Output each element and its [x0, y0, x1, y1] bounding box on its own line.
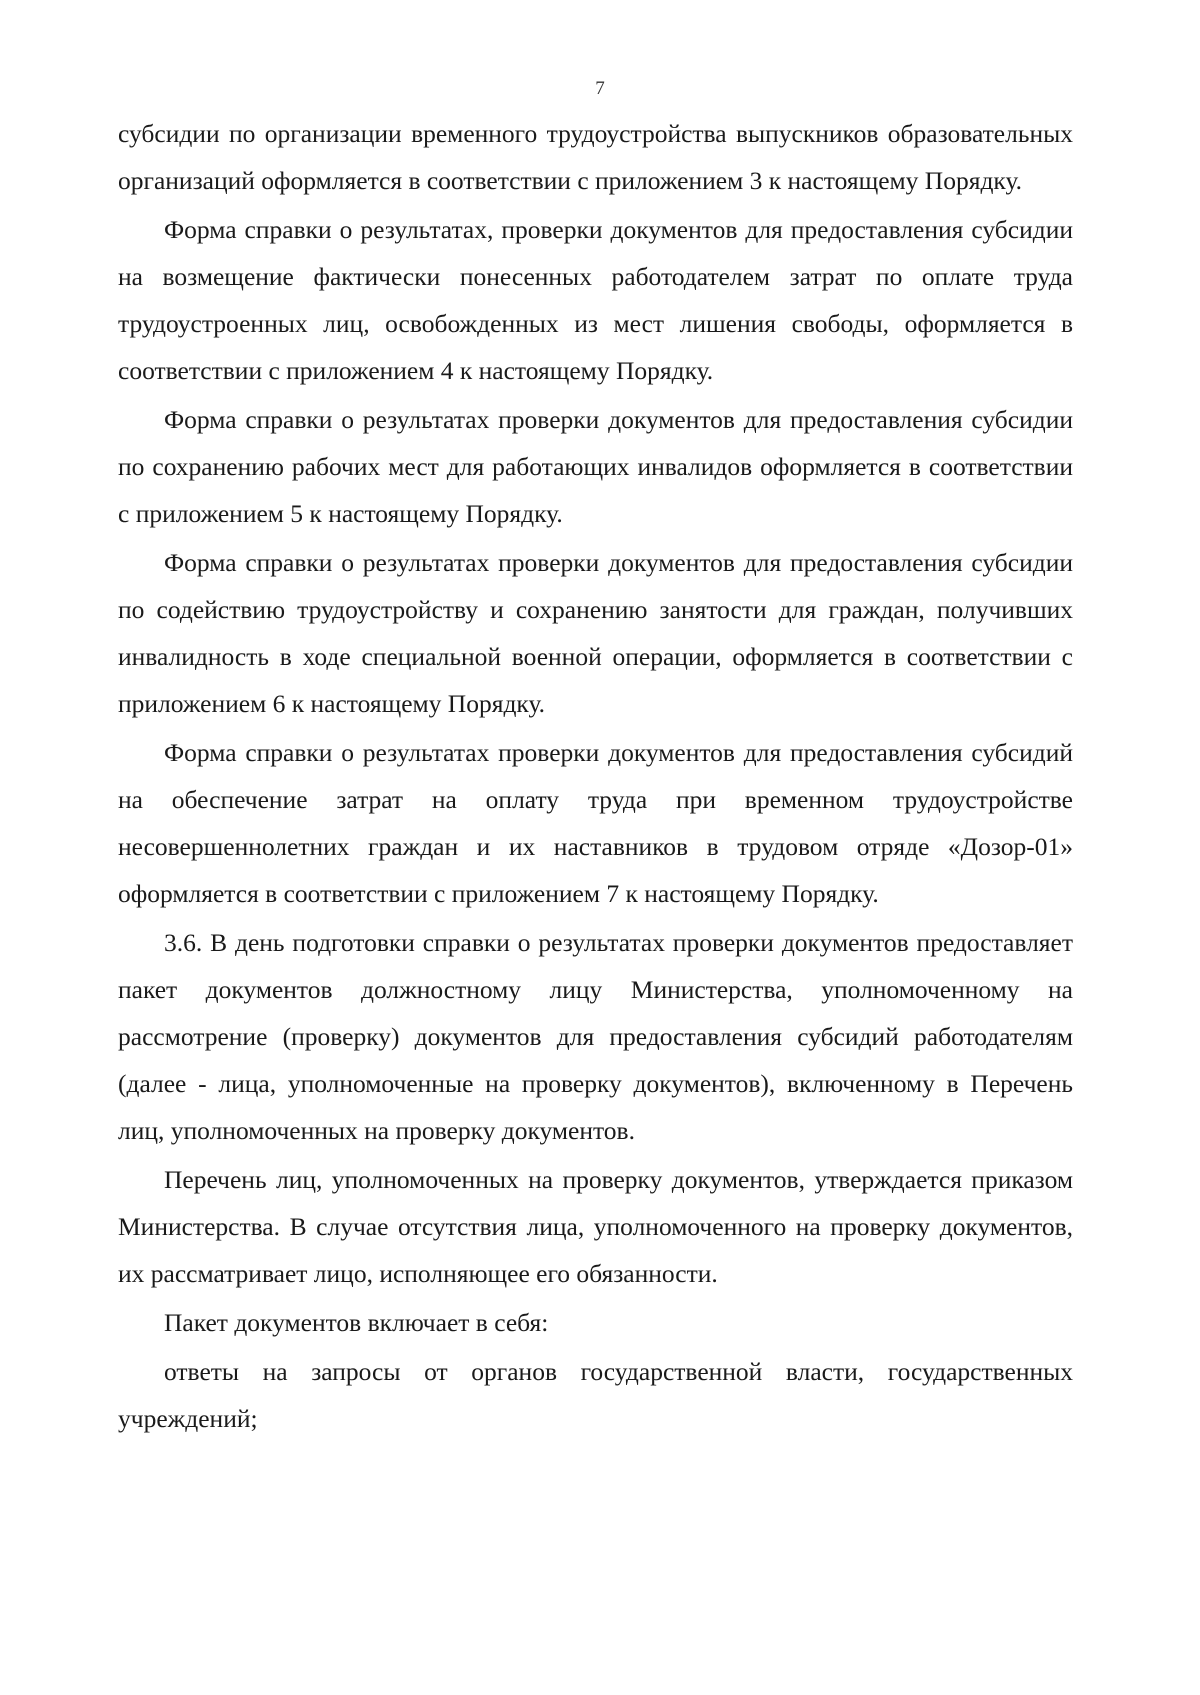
paragraph-package-item: ответы на запросы от органов государственной власти, государственных учреждений; [118, 1357, 1073, 1433]
page-number: 7 [595, 78, 605, 99]
paragraph-appendix-4: Форма справки о результатах, проверки документов для предоставления субсидии на возмещение фактически понесенных работодателем затрат по оплате труда трудоустроенных лиц, освобожденных из мест лишения свободы, оформляется в соответствии с приложением 4 к настоящему Порядку. [118, 215, 1073, 385]
paragraph-appendix-7: Форма справки о результатах проверки документов для предоставления субсидий на обеспечение затрат на оплату труда при временном трудоустройстве несовершеннолетних граждан и их наставников в трудовом отряде «Дозор-01» оформляется в соответствии с приложением 7 к настоящему Порядку. [118, 738, 1073, 908]
paragraph-continuation: субсидии по организации временного трудоустройства выпускников образовательных организаций оформляется в соответствии с приложением 3 к настоящему Порядку. [118, 119, 1073, 195]
document-body [118, 110, 1073, 1444]
paragraph-section-3-6: 3.6. В день подготовки справки о результатах проверки документов предоставляет пакет документов должностному лицу Министерства, уполномоченному на рассмотрение (проверку) документов для предоставления субсидий работодателям (далее - лица, уполномоченные на проверку документов), включенному в Перечень лиц, уполномоченных на проверку документов. [118, 928, 1073, 1145]
paragraph-appendix-5: Форма справки о результатах проверки документов для предоставления субсидии по сохранению рабочих мест для работающих инвалидов оформляется в соответствии с приложением 5 к настоящему Порядку. [118, 405, 1073, 528]
paragraph-package-intro: Пакет документов включает в себя: [164, 1308, 549, 1337]
paragraph-appendix-6: Форма справки о результатах проверки документов для предоставления субсидии по содействию трудоустройству и сохранению занятости для граждан, получивших инвалидность в ходе специальной военной операции, оформляется в соответствии с приложением 6 к настоящему Порядку. [118, 548, 1073, 718]
paragraph-list-approval: Перечень лиц, уполномоченных на проверку документов, утверждается приказом Министерства. В случае отсутствия лица, уполномоченного на проверку документов, их рассматривает лицо, исполняющее его обязанности. [118, 1165, 1073, 1288]
